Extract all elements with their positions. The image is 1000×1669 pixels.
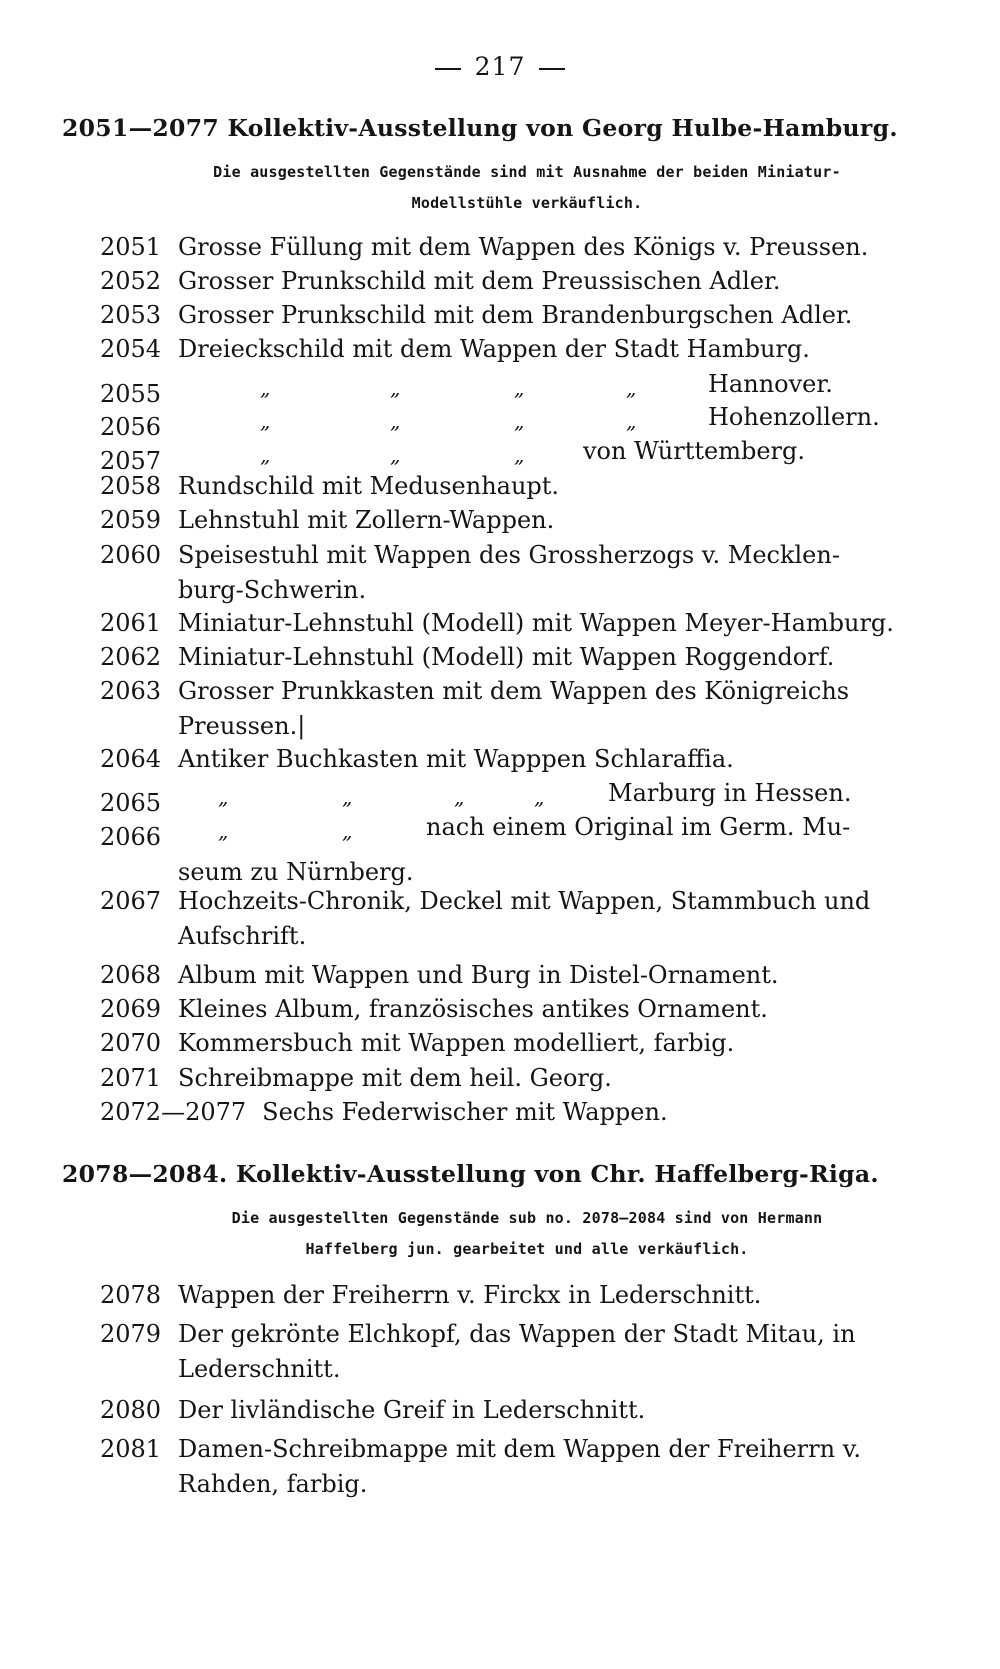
- ditto-mark: „: [514, 376, 525, 400]
- section-note: [122, 157, 932, 219]
- entry: 2070 Kommersbuch mit Wappen modelliert, farbig.: [100, 1029, 735, 1057]
- note-line: Modellstühle verkäuflich.: [411, 194, 643, 212]
- ditto-mark: „: [260, 409, 271, 433]
- entry: 2081 Damen-Schreibmappe mit dem Wappen der Freiherrn v. Rahden, farbig.: [100, 1435, 862, 1498]
- entry: 2053 Grosser Prunkschild mit dem Brandenburgschen Adler.: [100, 301, 853, 329]
- ditto-mark: „: [260, 376, 271, 400]
- entry: 2080 Der livländische Greif in Lederschnitt.: [100, 1396, 646, 1424]
- entry: 2062 Miniatur-Lehnstuhl (Modell) mit Wappen Roggendorf.: [100, 643, 835, 671]
- dash-right: [539, 68, 565, 70]
- ditto-mark: „: [534, 785, 545, 809]
- entry: 2061 Miniatur-Lehnstuhl (Modell) mit Wappen Meyer-Hamburg.: [100, 609, 894, 637]
- ditto-mark: „: [626, 376, 637, 400]
- entry: 2079 Der gekrönte Elchkopf, das Wappen der Stadt Mitau, in Lederschnitt.: [100, 1320, 856, 1383]
- dash-left: [435, 68, 461, 70]
- ditto-mark: „: [514, 443, 525, 467]
- ditto-mark: „: [514, 409, 525, 433]
- ditto-mark: „: [390, 409, 401, 433]
- ditto-mark: „: [454, 785, 465, 809]
- entry: 2067 Hochzeits-Chronik, Deckel mit Wappen, Stammbuch und Aufschrift.: [100, 887, 871, 950]
- note-line: Haffelberg jun. gearbeitet und alle verkäuflich.: [305, 1240, 749, 1258]
- ditto-mark: „: [342, 819, 353, 843]
- entry: 2051 Grosse Füllung mit dem Wappen des Königs v. Preussen.: [100, 233, 869, 261]
- ditto-mark: „: [342, 785, 353, 809]
- entry: 2078 Wappen der Freiherrn v. Firckx in Lederschnitt.: [100, 1281, 762, 1309]
- ditto-mark: „: [626, 409, 637, 433]
- note-line: Die ausgestellten Gegenstände sub no. 2078—2084 sind von Hermann: [231, 1209, 823, 1227]
- entry: 2058 Rundschild mit Medusenhaupt.: [100, 472, 560, 500]
- page-number: 217: [0, 52, 1000, 81]
- entry: 2068 Album mit Wappen und Burg in Distel-Ornament.: [100, 961, 779, 989]
- section-heading: 2078—2084. Kollektiv-Ausstellung von Chr. Haffelberg-Riga.: [62, 1160, 879, 1188]
- entry: 2063 Grosser Prunkkasten mit dem Wappen des Königreichs Preussen.|: [100, 677, 850, 740]
- entry: 2056 „ „ „ „ Hohenzollern.: [100, 403, 880, 441]
- entry: 2069 Kleines Album, französisches antikes Ornament.: [100, 995, 768, 1023]
- entry: 2054 Dreieckschild mit dem Wappen der Stadt Hamburg.: [100, 335, 810, 363]
- ditto-mark: „: [218, 785, 229, 809]
- note-line: Die ausgestellten Gegenstände sind mit Ausnahme der beiden Miniatur-: [213, 163, 841, 181]
- entry: 2055 „ „ „ „ Hannover.: [100, 370, 833, 408]
- ditto-mark: „: [218, 819, 229, 843]
- entry: 2071 Schreibmappe mit dem heil. Georg.: [100, 1064, 612, 1092]
- section-heading: 2051—2077 Kollektiv-Ausstellung von Georg Hulbe-Hamburg.: [62, 114, 898, 142]
- entry: 2066 „ „ nach einem Original im Germ. Mu- seum zu Nürnberg.: [100, 813, 851, 886]
- entry: 2059 Lehnstuhl mit Zollern-Wappen.: [100, 506, 555, 534]
- section-note: [122, 1203, 932, 1265]
- entry: 2065 „ „ „ „ Marburg in Hessen.: [100, 779, 852, 817]
- entry: 2064 Antiker Buchkasten mit Wapppen Schlaraffia.: [100, 745, 734, 773]
- ditto-mark: „: [390, 376, 401, 400]
- ditto-mark: „: [390, 443, 401, 467]
- entry: 2052 Grosser Prunkschild mit dem Preussischen Adler.: [100, 267, 781, 295]
- entry: 2057 „ „ „ von Württemberg.: [100, 437, 805, 475]
- entry: 2072—2077 Sechs Federwischer mit Wappen.: [100, 1098, 668, 1126]
- ditto-mark: „: [260, 443, 271, 467]
- entry: 2060 Speisestuhl mit Wappen des Grossherzogs v. Mecklen- burg-Schwerin.: [100, 541, 840, 604]
